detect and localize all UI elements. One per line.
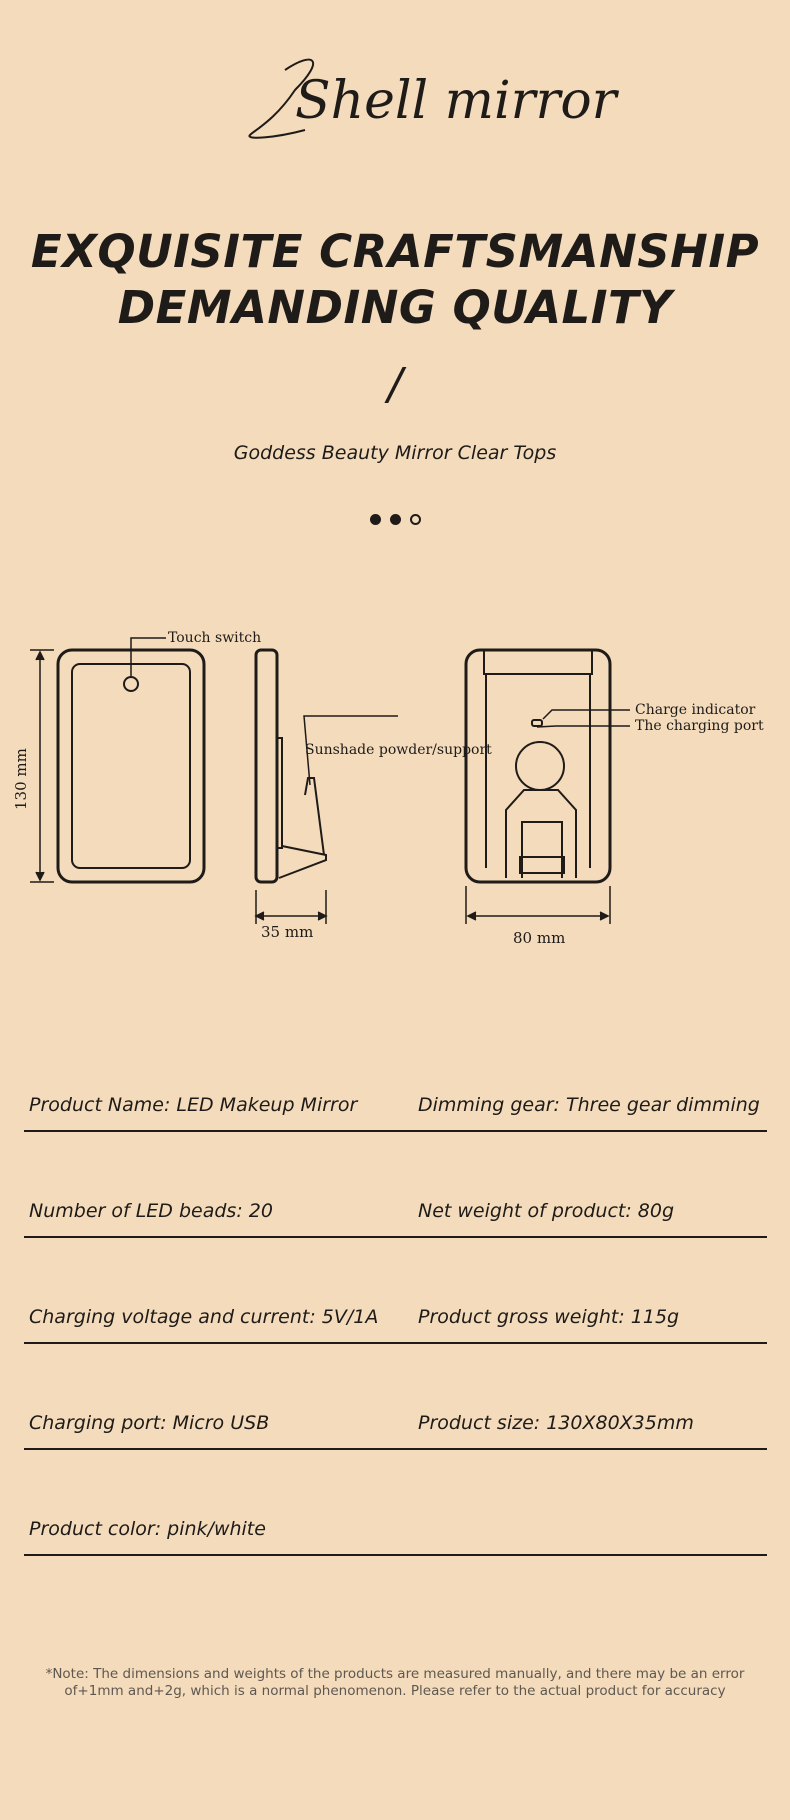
width-dimension-line	[466, 886, 610, 924]
spec-gross-weight: Product gross weight: 115g	[418, 1306, 680, 1328]
spec-product-name: Product Name: LED Makeup Mirror	[29, 1094, 358, 1116]
headline-line-1: EXQUISITE CRAFTSMANSHIP	[30, 225, 760, 278]
spec-row	[24, 1344, 767, 1450]
depth-dimension-line	[256, 890, 326, 924]
charge-indicator-label: Charge indicator	[635, 702, 756, 718]
sunshade-label: Sunshade powder/support	[305, 742, 492, 758]
brand-logo	[0, 40, 790, 160]
charging-port-label: The charging port	[635, 718, 764, 734]
spec-dimming-gear: Dimming gear: Three gear dimming	[418, 1094, 760, 1116]
carousel-dot-2[interactable]	[390, 514, 401, 525]
height-dimension-line	[30, 650, 54, 882]
carousel-dot-1[interactable]	[370, 514, 381, 525]
spec-charging-voltage: Charging voltage and current: 5V/1A	[29, 1306, 379, 1328]
stand-hinge-icon	[516, 742, 564, 790]
carousel-dot-3[interactable]	[410, 514, 421, 525]
spec-product-color: Product color: pink/white	[29, 1518, 266, 1540]
depth-dimension-label: 35 mm	[261, 923, 314, 941]
height-dimension-label: 130 mm	[12, 748, 30, 810]
width-dimension-label: 80 mm	[513, 929, 566, 947]
spec-charging-port: Charging port: Micro USB	[29, 1412, 270, 1434]
mirror-back-view	[466, 650, 630, 882]
carousel-dots	[0, 514, 790, 528]
product-diagram	[0, 620, 790, 960]
spec-net-weight: Net weight of product: 80g	[418, 1200, 675, 1222]
charge-indicator-icon	[532, 720, 542, 726]
spec-row	[24, 1072, 767, 1132]
headline-line-2: DEMANDING QUALITY	[117, 281, 673, 334]
spec-led-beads: Number of LED beads: 20	[29, 1200, 273, 1222]
spec-table	[24, 1072, 767, 1556]
spec-product-size: Product size: 130X80X35mm	[418, 1412, 694, 1434]
stand-base-icon	[520, 857, 564, 873]
footnote: *Note: The dimensions and weights of the products are measured manually, and there may be an error of+1mm and+2g, which is a normal phenomenon. Please refer to the actual product for accuracy	[45, 1666, 745, 1699]
spec-row	[24, 1132, 767, 1238]
brand-logo-text: Shell mirror	[295, 71, 617, 131]
brand-logo-script	[235, 40, 617, 160]
divider-slash: /	[387, 359, 403, 410]
spec-row	[24, 1238, 767, 1344]
touch-switch-label: Touch switch	[168, 630, 262, 646]
mirror-side-view	[256, 650, 398, 882]
touch-switch-icon	[124, 677, 138, 691]
spec-row	[24, 1450, 767, 1556]
mirror-front-view	[58, 638, 204, 882]
headline	[0, 224, 790, 336]
subtitle: Goddess Beauty Mirror Clear Tops	[233, 442, 557, 464]
